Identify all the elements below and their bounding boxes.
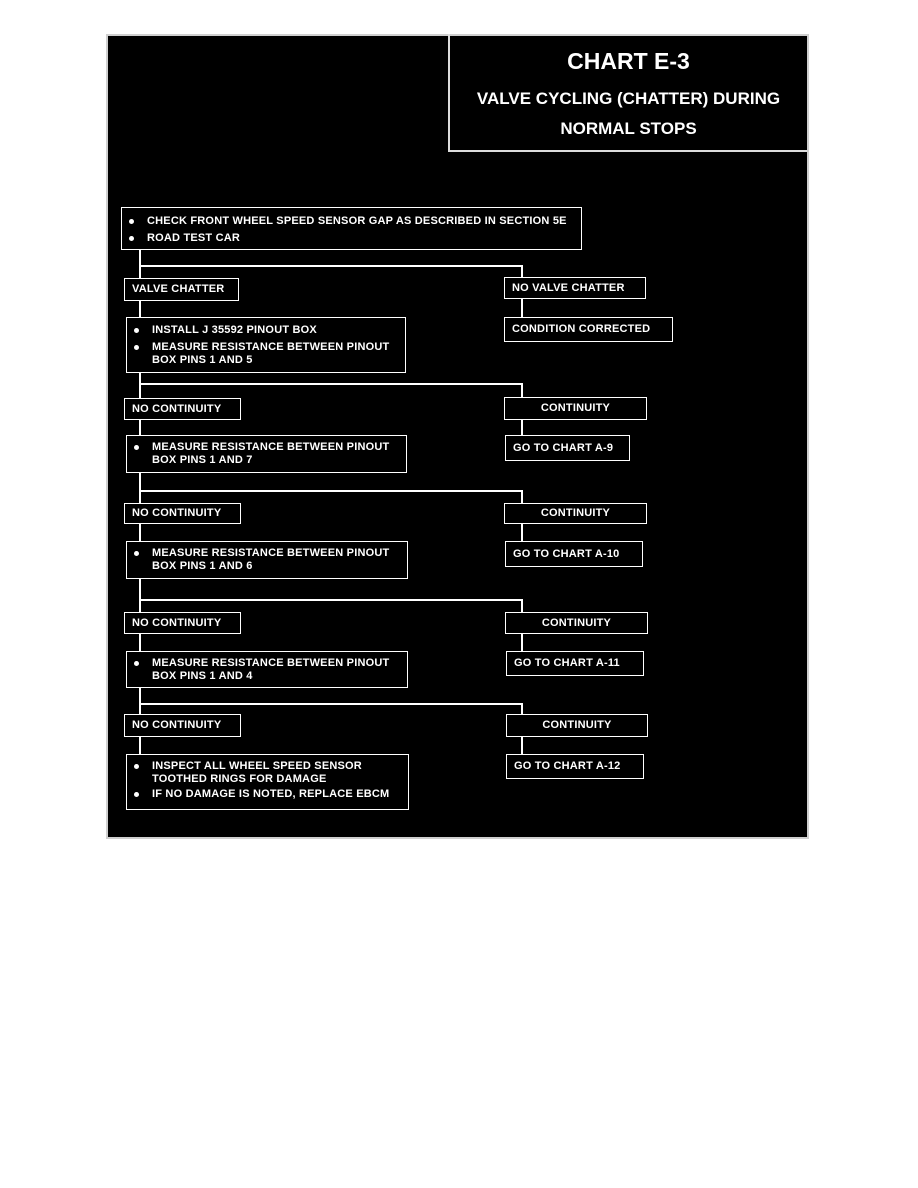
connector-a1-right — [140, 384, 522, 397]
chart-subtitle-line1: VALVE CYCLING (CHATTER) DURING — [476, 89, 781, 108]
action-box — [126, 754, 409, 810]
action-item: INSTALL J 35592 PINOUT BOX — [127, 324, 405, 341]
action-item: INSPECT ALL WHEEL SPEED SENSOR TOOTHED RINGS FOR DAMAGE — [127, 760, 408, 788]
bullet-icon — [134, 661, 139, 666]
connector-a2-right — [140, 491, 522, 503]
left-branch-label: NO CONTINUITY — [124, 612, 241, 634]
action-item: IF NO DAMAGE IS NOTED, REPLACE EBCM — [127, 788, 408, 801]
right-branch-label: CONTINUITY — [505, 612, 648, 634]
action-box — [126, 317, 406, 373]
action-item: MEASURE RESISTANCE BETWEEN PINOUT BOX PINS 1 AND 7 — [127, 441, 406, 467]
chart-title: CHART E-3 — [567, 48, 690, 74]
bullet-icon — [134, 764, 139, 769]
right-branch-label: CONTINUITY — [504, 503, 647, 524]
right-result: GO TO CHART A-12 — [506, 754, 644, 779]
bullet-icon — [134, 328, 139, 333]
bullet-icon — [134, 792, 139, 797]
right-result: GO TO CHART A-11 — [506, 651, 644, 676]
bullet-icon — [134, 345, 139, 350]
action-box — [126, 435, 407, 473]
right-result: GO TO CHART A-9 — [505, 435, 630, 461]
bullet-icon — [129, 219, 134, 224]
action-item: MEASURE RESISTANCE BETWEEN PINOUT BOX PINS 1 AND 4 — [127, 657, 407, 683]
right-result: GO TO CHART A-10 — [505, 541, 643, 567]
right-branch-label: CONTINUITY — [504, 397, 647, 420]
left-branch-label: VALVE CHATTER — [124, 278, 239, 301]
connector-a3-right — [140, 600, 522, 612]
connector-a4-right — [140, 704, 522, 714]
left-branch-label: NO CONTINUITY — [124, 714, 241, 737]
right-branch-label: CONTINUITY — [506, 714, 648, 737]
left-branch-label: NO CONTINUITY — [124, 398, 241, 420]
action-box — [126, 651, 408, 688]
start-item: CHECK FRONT WHEEL SPEED SENSOR GAP AS DESCRIBED IN SECTION 5E — [122, 215, 581, 232]
start-box — [121, 207, 582, 250]
bullet-icon — [129, 236, 134, 241]
action-item: MEASURE RESISTANCE BETWEEN PINOUT BOX PINS 1 AND 5 — [127, 341, 405, 367]
bullet-icon — [134, 445, 139, 450]
right-branch-label: NO VALVE CHATTER — [504, 277, 646, 299]
bullet-icon — [134, 551, 139, 556]
left-branch-label: NO CONTINUITY — [124, 503, 241, 524]
chart-subtitle-line2: NORMAL STOPS — [560, 119, 697, 138]
connector-start-right — [140, 266, 522, 277]
action-item: MEASURE RESISTANCE BETWEEN PINOUT BOX PINS 1 AND 6 — [127, 547, 407, 573]
start-item: ROAD TEST CAR — [122, 232, 581, 245]
right-result: CONDITION CORRECTED — [504, 317, 673, 342]
action-box — [126, 541, 408, 579]
